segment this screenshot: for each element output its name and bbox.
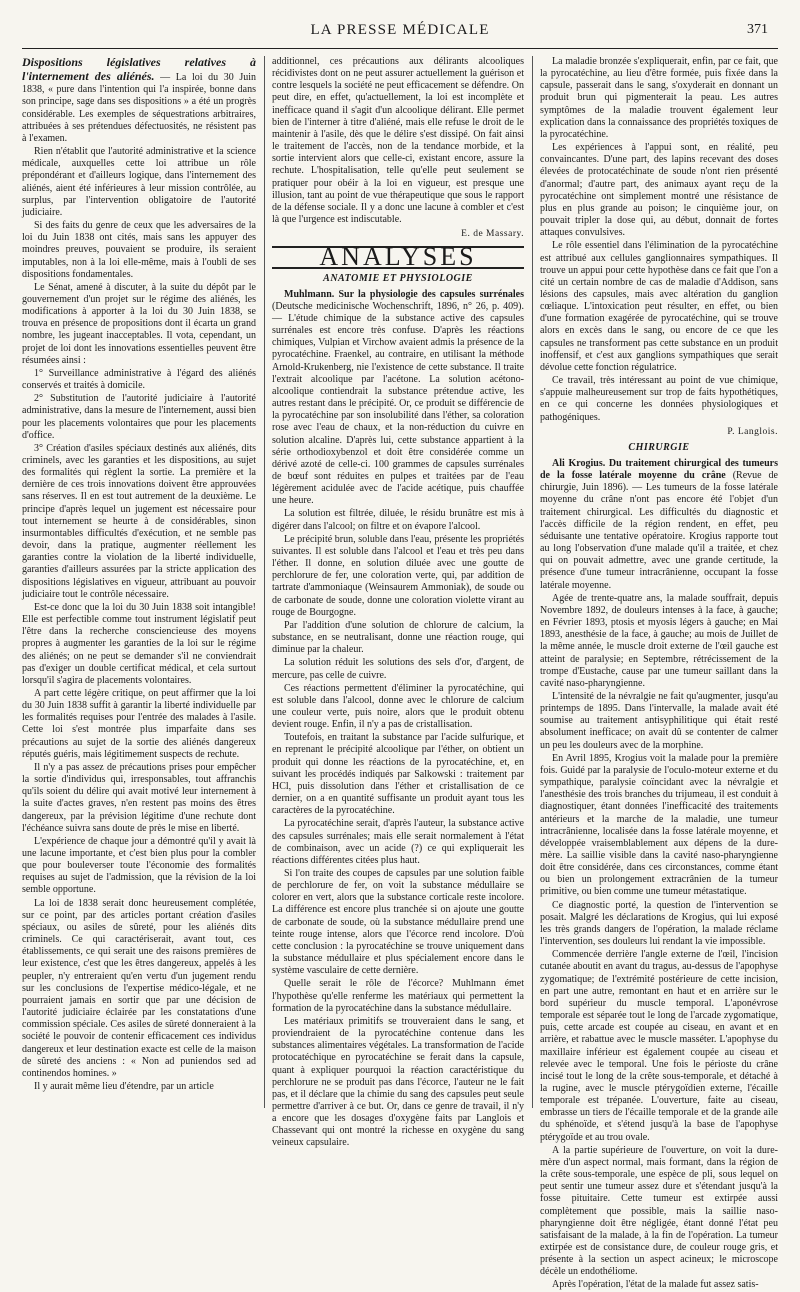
paragraph: La solution réduit les solutions des sels d'or, d'argent, de mercure, pas celle de cuivre.: [272, 657, 524, 681]
paragraph: Ces réactions permettent d'éliminer la pyrocatéchine, qui est soluble dans l'alcool, donne avec le chlorure de calcium une couleur verte, puis noire, alors que le produit obtenu devient rouge. Enfin, il n'y a pas de cristallisation.: [272, 682, 524, 731]
section-title-analyses: ANALYSES: [272, 246, 524, 268]
paragraph: Le Sénat, amené à discuter, à la suite du dépôt par le gouvernement d'un projet sur le régime des aliénés, les modifications à apporter à la loi du 30 Juin 1838, se trouva en présence de propositions dont il écarta un grand nombre, les jugeant inacceptables. Il vota, cependant, un projet de loi dont les innovations essentielles peuvent être résumées ainsi :: [22, 281, 256, 366]
page-number: 371: [747, 22, 768, 37]
article-title: Sur la physiologie des capsules surrénales: [338, 288, 525, 300]
paragraph: Il n'y a pas assez de précautions prises pour empêcher la sortie d'individus qui, irresponsables, tout affranchis qu'ils soient du délire qui avait motivé leur internement à la suite d'actes graves, n'en restent pas moins des êtres dangereux, par la prévision légitime d'une rechute dont l'échéance suivra sans doute de près le mise en liberté.: [22, 761, 256, 834]
paragraph-text: (Deutsche medicinische Wochenschrift, 1896, n° 26, p. 409). — L'étude chimique de la substance active des capsules surrénales est encore très confuse. D'après les réactions chimiques, Vulpian et Virchow avaient admis la présence de la pyrocatéchine. Fraenkel, au contraire, en utilisant la méthode Arnold-Krukenberg, nie l'existence de cette substance. Il traite l'extrait alcoolique par l'acétone. La solution acétono-alcoolique contiendrait la substance prétendue active, les autres restant dans le précipité. Or, ce produit se différencie de la pyrocatéchine par son insolubilité dans l'éther, sa coloration rose avec l'eau de chaux, et la non-réduction du cuivre en solution alcaline. D'après lui, cette substance appartient à la série orthodioxybenzol et doit être considérée comme un dérivé azoté de celle-ci. 100 grammes de capsules surrénales de bœuf sont réduites en pulpes et traitées par de l'eau légèrement acidulée avec de l'acide acétique, puis chauffée une heure.: [272, 300, 524, 507]
paragraph: A la partie supérieure de l'ouverture, on voit la dure-mère d'un aspect normal, mais formant, dans la région de la crête sous-temporale, une espèce de pli, sous lequel on peut sentir une tumeur assez dure et s'étendant jusqu'à la fosse pituitaire. Cette tumeur est extirpée aussi complètement que possible, mais la saillie naso-pharyngienne doit être négligée, étant donné l'état peu satisfaisant de la malade, à la fin de l'opération. La tumeur extirpée est de consistance dure, de couleur rouge gris, et présente à la section un aspect acineux; le microscope décèle un endothéliome.: [540, 1144, 778, 1278]
paragraph: Les expériences à l'appui sont, en réalité, peu convaincantes. D'une part, des lapins recevant des doses élevées de protocatéchinate de soude n'ont rien présenté d'anormal; d'autre part, des animaux ayant reçu de la pyrocatéchine ont simplement montré une résistance de plus en plus grande au poison; le cinquième jour, on pouvait tripler la dose qui, au début, donnait de fortes attaques convulsives.: [540, 142, 778, 239]
section-heading: Dispositions législatives relatives à l'internement des aliénés.: [22, 55, 256, 84]
paragraph: 2° Substitution de l'autorité judiciaire à l'autorité administrative, dans la mesure de l'internement, aussi bien pour les placements volontaires que pour les placements d'office.: [22, 393, 256, 441]
paragraph: 1° Surveillance administrative à l'égard des aliénés conservés et traités à domicile.: [22, 367, 256, 392]
paragraph: Commencée derrière l'angle externe de l'œil, l'incision cutanée aboutit en avant du tragus, au-dessus de l'apophyse zygomatique; de l'extrémité postérieure de cette incision, en part une autre, remontant en haut et en arrière sur le bord supérieur du muscle temporal. L'aponévrose temporale est séparée tout le long de l'arcade zygomatique, puis, cette arcade est coupée au ciseau, en avant et en arrière, et rabattue avec le muscle masséter. L'apophyse du maxillaire inférieur est également coupée au ciseau et relevée avec le temporal. Une fois le périoste du crâne incisé tout le long de la crête sous-temporale, et détaché à la rugine, avec le muscle ptérygoïdien externe, l'écaille temporale est trépanée. L'ouverture, faite au ciseau, embrasse un tiers de l'écaille temporale et de la grande aile du sphénoïde, et s'étend jusqu'à la base de l'apophyse ptérygoïde et au trou ovale.: [540, 949, 778, 1143]
paragraph: La loi de 1838 serait donc heureusement complétée, sur ce point, par des articles portant création d'asiles spéciaux, ou asiles de sûreté, pour les aliénés dits criminels. Ce qui caractériserait, avant tout, ces établissements, ce qui serait une des raisons premières de leur existence, c'est que les êtres dangereux, appelés à les peupler, n'y entreraient qu'en vertu d'un jugement rendu sur les conclusions de l'expertise médico-légale, et ne pourraient jamais en sortir que par une décision de l'autorité judiciaire éclairée par les constatations d'une commission spéciale. Ces asiles de sûreté donneraient à la société le pouvoir de contenir efficacement ces individus dangereux et leur destination exacte est celle de la maison de sûreté des anciens : « Non ad puniendos sed ad continendos homines. »: [22, 897, 256, 1079]
paragraph: Agée de trente-quatre ans, la malade souffrait, depuis Novembre 1892, de douleurs intenses à la face, à gauche; en Février 1893, ptosis et myosis légers à gauche; en Mai 1893, anesthésie de la face, à gauche; au mois de Juillet de la même année, le muscle droit externe de l'œil gauche est atteint de paralysie; en Septembre, rétrécissement de la trompe d'Eustache, cause par une tumeur saillant dans la cavité naso-pharyngienne.: [540, 592, 778, 689]
paragraph: Il y aurait même lieu d'étendre, par un article: [34, 1080, 214, 1092]
column-right: [540, 56, 778, 1291]
paragraph: Rien n'établit que l'autorité administrative et la science médicale, auxquelles cette loi attribue un rôle prépondérant et d'ailleurs logique, dans l'internement des aliénés, aient été inférieures à leur mission contrôlée, au surplus, par l'intervention obligatoire de l'autorité judiciaire.: [22, 146, 256, 218]
paragraph: La pyrocatéchine serait, d'après l'auteur, la substance active des capsules surrénales; mais elle serait normalement à l'état de combinaison, avec un acide (?) ce qui expliquerait les réactions différentes citées plus haut.: [272, 818, 524, 866]
column-left: [22, 56, 256, 1108]
article-title: Du traitement chirurgical des tumeurs de la fosse latérale moyenne du crâne: [540, 458, 778, 482]
paragraph: [22, 56, 256, 145]
journal-title: LA PRESSE MÉDICALE: [310, 22, 490, 38]
paragraph: L'expérience de chaque jour a démontré qu'il y avait là une lacune importante, et c'est bien plus pour la combler que pour bouleverser toute l'économie des formalités requises au sujet de l'admission, que la révision de la loi semble opportune.: [22, 835, 256, 896]
paragraph: La solution est filtrée, diluée, le résidu brunâtre est mis à digérer dans l'alcool; on filtre et on évapore l'alcool.: [272, 508, 524, 532]
paragraph: Toutefois, en traitant la substance par l'acide sulfurique, et en reprenant le précipité alcoolique par l'éther, on obtient un produit qui donne les réactions de la pyrocatéchine, et, en suivant les procédés indiqués par Salkowski : traitement par HCl, puis dissolution dans l'éther et cristallisation de ce dernier, on a en quantité suffisante un produit ayant tous les caractères de la pyrocatéchine.: [272, 732, 524, 817]
paragraph: A part cette légère critique, on peut affirmer que la loi du 30 Juin 1838 suffit à garantir la liberté individuelle par les formalités requises pour l'entrée des malades à l'asile. Cette loi s'est montrée plus imparfaite dans ses précautions au sujet de la sortie des aliénés dangereux réputés guéris, mais légitimement suspects de rechute.: [22, 687, 256, 760]
paragraph: Les matériaux primitifs se trouveraient dans le sang, et proviendraient de la pyrocatéchine contenue dans les substances alimentaires végétales. La transformation de l'acide protocatéchique en pyrocatéchine se ferait dans la capsule, quant à expliquer pourquoi la réaction caractéristique du perchlorure ne se produit pas dans l'écorce, l'auteur ne le fait pas, et il déclare que la chimie du sang des capsules peut seule permettre d'arriver à ce but. Or, dans ce genre de travail, il n'y a encore que les dosages d'oxygène faits par Langlois et Chassevant qui ont montré la richesse en oxygène du sang veineux capsulaire.: [272, 1015, 524, 1149]
paragraph: Après l'opération, l'état de la malade fut assez satis-: [552, 1279, 759, 1291]
subsection-label: ANATOMIE ET PHYSIOLOGIE: [323, 272, 473, 284]
paragraph: additionnel, ces précautions aux délirants alcooliques récidivistes dont on ne peut assurer actuellement la guérison et contre lesquels la société ne peut efficacement se défendre. On peut dire, en effet, qu'actuellement, la loi est incomplète et inefficace quand il s'agit d'un alcoolique délirant. Elle permet bien de l'interner à titre d'aliéné, mais elle refuse le droit de le maintenir à l'asile, dès que le délire s'est dissipé. On fait ainsi le traitement de l'accès, non de la tendance morbide, et la sortie intervient alors que celle-ci, existant encore, assure la rechute. L'hospitalisation, telle qu'elle peut seulement se pratiquer pour obéir à la loi en vigueur, est presque une illusion, tant au point de vue thérapeutique que sous le rapport de la défense sociale. Il y a donc une lacune à combler et c'est là que l'urgence est indiscutable.: [272, 56, 524, 226]
column-divider: [264, 56, 265, 1108]
article-author: Muhlmann.: [284, 288, 335, 300]
paragraph: Quelle serait le rôle de l'écorce? Muhlmann émet l'hypothèse qu'elle renferme les matériaux qui permettent la formation de la pyrocatéchine dans la substance médullaire.: [272, 978, 524, 1014]
paragraph-text: — La loi du 30 Juin 1838, « pure dans l'intention qui l'a inspirée, bonne dans son principe, sage dans ses dispositions » a été un progrès considérable. Les exemples de séquestrations arbitraires, attribuées à ses prétendues défectuosités, ne résistent pas à l'examen.: [22, 72, 256, 144]
header-rule: [22, 48, 778, 49]
paragraph: Ce diagnostic porté, la question de l'intervention se posait. Malgré les déclarations de Krogius, qui lui exposé les très grands dangers de l'opération, la malade réclame l'intervention, ses douleurs lui rendant la vie impossible.: [540, 899, 778, 948]
paragraph: Est-ce donc que la loi du 30 Juin 1838 soit intangible! Elle est perfectible comme tout instrument législatif peut l'être dans la recherche consciencieuse des moyens propres à augmenter les garanties de la loi sur le régime des aliénés; on ne peut se demander s'il ne conviendrait pas d'exiger un double certificat médical, et cela surtout lorsqu'il s'agira de placements volontaires.: [22, 601, 256, 686]
column-divider: [532, 56, 533, 1108]
author-signature: P. Langlois.: [727, 426, 778, 437]
author-signature: E. de Massary.: [461, 229, 524, 240]
paragraph: [540, 458, 778, 592]
paragraph-text: (Revue de chirurgie, Juin 1896). — Les tumeurs de la fosse latérale moyenne du crâne n'ont pas encore été l'objet d'un traitement chirurgical. Les difficultés du diagnostic et l'accès difficile de la région rendent, en effet, peu séduisante une tentative opératoire. Krogius rapporte tout au long l'observation d'une malade qu'il a traitée, et chez qui on pouvait admettre, avec une grande certitude, la présence d'une tumeur intracrânienne, occupant la fosse latérale moyenne.: [540, 470, 778, 591]
paragraph: L'intensité de la névralgie ne fait qu'augmenter, jusqu'au printemps de 1895. Dans l'intervalle, la malade avait été soumise au traitement antisyphilitique qui était resté absolument inefficace; on avait dû se contenter de calmer un peu les douleurs avec de la morphine.: [540, 690, 778, 751]
paragraph: 3° Création d'asiles spéciaux destinés aux aliénés, dits criminels, avec les garanties et les dispositions, au sujet des formalités qui règlent la sortie. La première et la dernière de ces trois innovations doivent être approuvées sans réserves. Il en est tout autrement de la deuxième. Le principe d'après lequel un jugement est nécessaire pour tout internement se heurte à de considérables, sinon insurmontables difficultés d'exécution, et ne semble pas devoir, dans la pratique, augmenter réellement les garanties contre la violation de la liberté individuelle, garanties d'ailleurs assurées par la stricte application des dispositions législatives en vigueur, attribuant au pouvoir judiciaire tout le contrôle nécessaire.: [22, 442, 256, 600]
paragraph: Le rôle essentiel dans l'élimination de la pyrocatéchine est attribué aux cellules ganglionnaires sympathiques. Il trouve un appui pour cette hypothèse dans ce fait que l'on a cité un certain nombre de cas de maladie d'Addison, sans lésions des capsules, mais avec altération du ganglion cœliaque. L'intoxication peut résulter, en effet, ou bien d'une formation exagérée de pyrocatéchine, qui se trouve alors en excès dans le sang, ou encore de ce que les capsules ne transforment pas cette substance en un produit inoffensif, et c'est aux ganglions sympathiques que serait dévolue cette fonction régulatrice.: [540, 240, 778, 373]
subsection-label: CHIRURGIE: [628, 441, 690, 453]
article-author: Ali Krogius.: [552, 458, 606, 469]
paragraph: Si des faits du genre de ceux que les adversaires de la loi du Juin 1838 ont cités, mais sans les appuyer des moindres preuves, pouvaient se produire, ils seraient imputables, non à la loi elle-même, mais à l'oubli de ses dispositions fondamentales.: [22, 220, 256, 280]
paragraph: Le précipité brun, soluble dans l'eau, présente les propriétés suivantes. Il est soluble dans l'alcool et l'eau et très peu dans l'éther. Il donne, en solution diluée avec une goutte de perchlorure de fer, une coloration verte, qui, par addition de tartrate d'ammoniaque (Weinsaurem Ammoniak), de soude ou de carbonate de soude, donne une coloration violette virant au rouge de Bourgogne.: [272, 533, 524, 618]
paragraph: Ce travail, très intéressant au point de vue chimique, s'appuie malheureusement sur trop de faits hypothétiques, en ce qui concerne les données physiologiques et pathogéniques.: [540, 375, 778, 423]
paragraph: [272, 289, 524, 508]
paragraph: En Avril 1895, Krogius voit la malade pour la première fois. Guidé par la paralysie de l'oculo-moteur externe et du sympathique, paralysie coïncidant avec la névralgie et l'anesthésie des trois branches du trijumeau, il est conduit à diagnostiquer, étant données l'inefficacité des traitements antérieurs et la marche de la maladie, une tumeur intracrânienne, localisée dans la fosse latérale moyenne, et développée vraisemblablement aux dépens de la dure-mère. La saillie visible dans la cavité naso-pharyngienne doit être considérée, dans ces circonstances, comme étant ou bien un prolongement extracrânien de la tumeur primitive, ou bien comme une tumeur métastatique.: [540, 752, 778, 898]
paragraph: La maladie bronzée s'expliquerait, enfin, par ce fait, que la pyrocatéchine, au lieu d'être formée, puis fixée dans la capsule, passerait dans le sang, s'oxyderait en donnant un produit brun qui pigmenterait la peau. Les autres symptômes de la maladie trouvent également leur explication dans la connaissance des propriétés toxiques de la pyrocatéchine.: [540, 56, 778, 140]
paragraph: Si l'on traite des coupes de capsules par une solution faible de perchlorure de fer, on voit la substance médullaire se colorer en vert, alors que la substance corticale reste incolore. La différence est encore plus tranchée si on ajoute une goutte de carbonate de soude, où la substance médullaire prend une teinte rouge intense, alors que l'écorce rend incolore. D'où cette conclusion : la pyrocatéchine se trouve uniquement dans la substance médullaire et plus spécialement encore dans le système vasculaire de cette dernière.: [272, 868, 524, 977]
paragraph: Par l'addition d'une solution de chlorure de calcium, la substance, en se neutralisant, donne une réaction rouge, qui diminue par la chaleur.: [272, 619, 524, 656]
page-header: [0, 22, 800, 44]
column-middle: [272, 56, 525, 1149]
